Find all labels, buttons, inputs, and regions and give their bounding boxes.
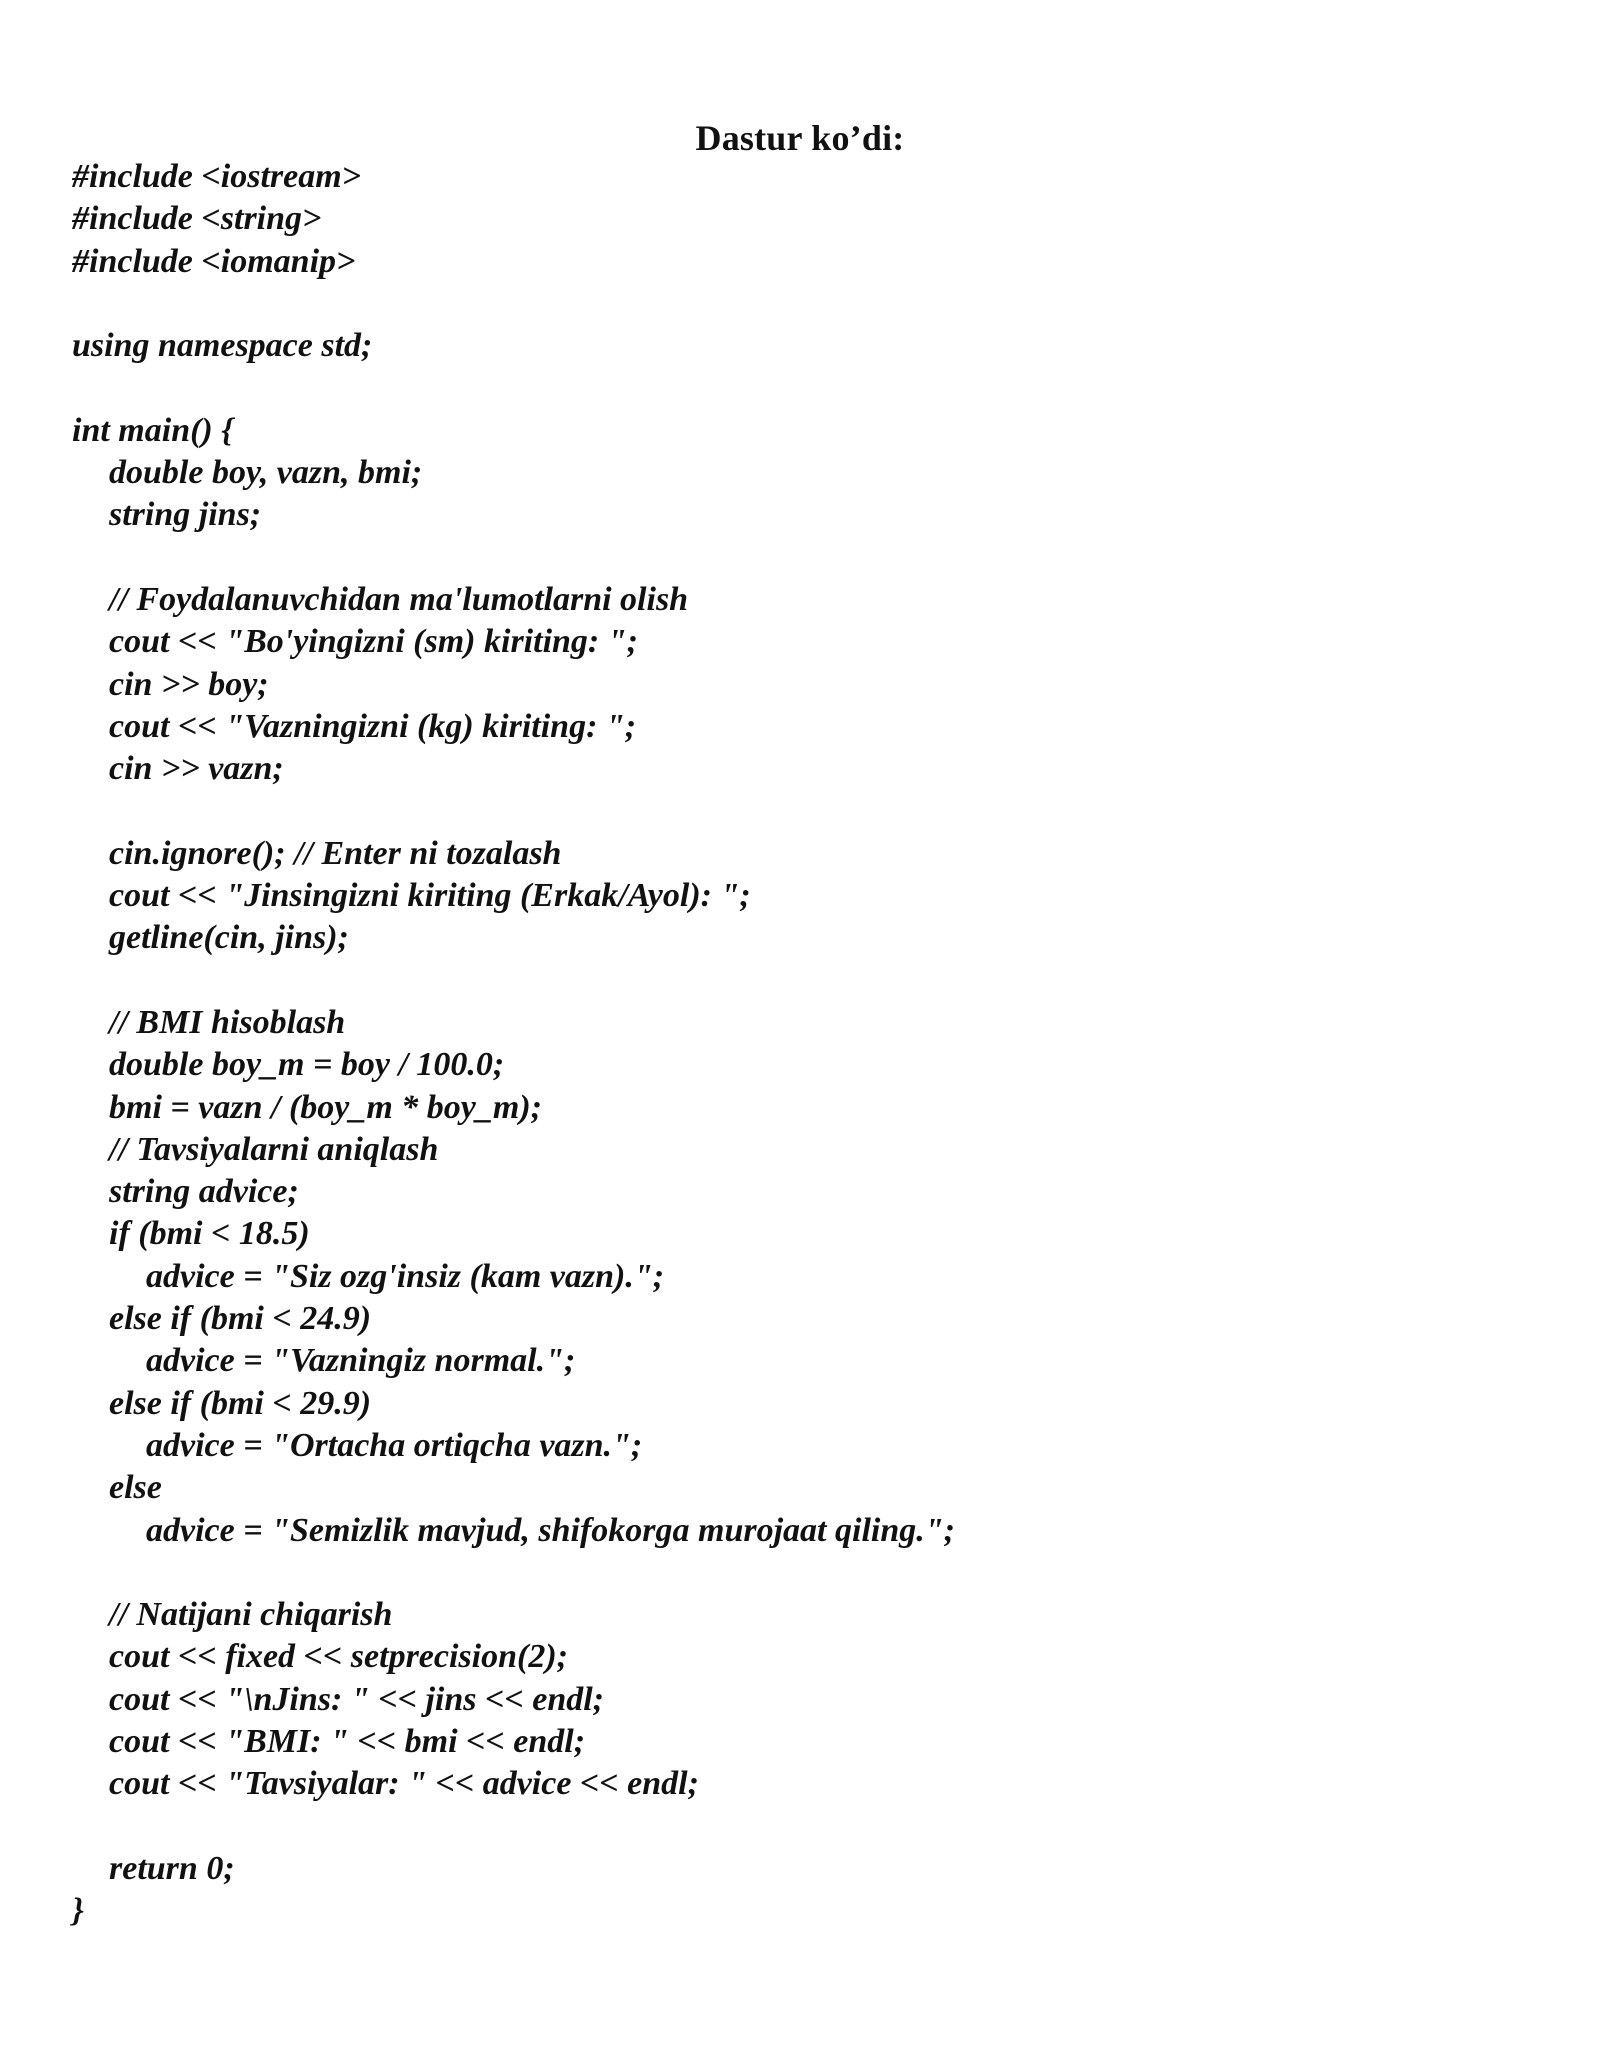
code-line: cin.ignore(); // Enter ni tozalash bbox=[109, 834, 562, 872]
code-line bbox=[72, 367, 1522, 409]
code-line: cout << "Jinsingizni kiriting (Erkak/Ayol): "; bbox=[109, 877, 751, 915]
code-line: string jins; bbox=[109, 496, 262, 534]
code-line: // Tavsiyalarni aniqlash bbox=[109, 1130, 439, 1168]
code-line: string advice; bbox=[109, 1173, 299, 1211]
code-line: cout << "BMI: " << bmi << endl; bbox=[109, 1722, 586, 1760]
code-line: advice = "Vazningiz normal."; bbox=[146, 1342, 576, 1380]
code-line bbox=[72, 283, 1522, 325]
page-title: Dastur ko’di: bbox=[695, 118, 905, 158]
code-line: getline(cin, jins); bbox=[109, 919, 349, 957]
code-line: #include <string> bbox=[72, 200, 322, 238]
code-line: cout << fixed << setprecision(2); bbox=[109, 1638, 568, 1676]
code-line: cout << "Bo'yingizni (sm) kiriting: "; bbox=[109, 623, 638, 661]
code-line: else bbox=[109, 1469, 162, 1507]
code-line bbox=[72, 537, 1522, 579]
code-line: // Natijani chiqarish bbox=[109, 1596, 393, 1634]
code-line: advice = "Semizlik mavjud, shifokorga murojaat qiling."; bbox=[146, 1511, 955, 1549]
code-line: cin >> boy; bbox=[109, 665, 269, 703]
code-line: #include <iomanip> bbox=[72, 242, 356, 280]
code-line: advice = "Siz ozg'insiz (kam vazn)."; bbox=[146, 1257, 665, 1295]
code-line: else if (bmi < 29.9) bbox=[109, 1384, 372, 1422]
code-line bbox=[72, 960, 1522, 1002]
code-line: // BMI hisoblash bbox=[109, 1003, 346, 1041]
code-line: bmi = vazn / (boy_m * boy_m); bbox=[109, 1088, 542, 1126]
code-line bbox=[72, 1552, 1522, 1594]
code-line: cin >> vazn; bbox=[109, 750, 284, 788]
code-line: return 0; bbox=[109, 1849, 235, 1887]
code-line: cout << "\nJins: " << jins << endl; bbox=[109, 1680, 605, 1718]
code-line bbox=[72, 1806, 1522, 1848]
code-line: cout << "Tavsiyalar: " << advice << endl; bbox=[109, 1765, 699, 1803]
code-line: #include <iostream> bbox=[72, 158, 362, 195]
code-line: // Foydalanuvchidan ma'lumotlarni olish bbox=[109, 580, 689, 618]
code-line: int main() { bbox=[72, 411, 234, 449]
code-line: } bbox=[72, 1892, 84, 1930]
code-line: using namespace std; bbox=[72, 327, 373, 365]
code-line: double boy_m = boy / 100.0; bbox=[109, 1046, 505, 1084]
code-line: double boy, vazn, bmi; bbox=[109, 454, 423, 492]
code-line bbox=[72, 790, 1522, 832]
code-line: if (bmi < 18.5) bbox=[109, 1215, 310, 1253]
code-block bbox=[72, 156, 1522, 1932]
code-line: else if (bmi < 24.9) bbox=[109, 1300, 372, 1338]
code-line: cout << "Vazningizni (kg) kiriting: "; bbox=[109, 707, 637, 745]
code-line: advice = "Ortacha ortiqcha vazn."; bbox=[146, 1426, 643, 1464]
